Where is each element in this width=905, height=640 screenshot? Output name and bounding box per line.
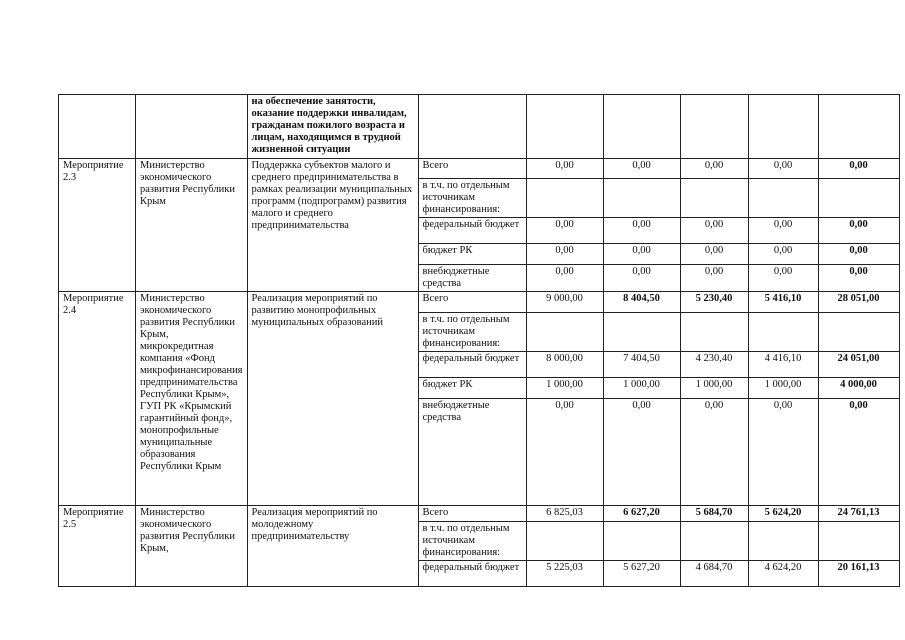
description-cell: Реализация мероприятий по молодежному предпринимательству xyxy=(247,506,418,587)
value-cell: 0,00 xyxy=(748,399,818,506)
value-cell: 0,00 xyxy=(526,399,603,506)
value-cell: 5 624,20 xyxy=(748,506,818,522)
total-cell xyxy=(818,522,899,561)
value-cell: 0,00 xyxy=(748,244,818,265)
value-cell: 1 000,00 xyxy=(748,378,818,399)
value-cell: 8 404,50 xyxy=(603,292,680,313)
value-cell: 0,00 xyxy=(526,244,603,265)
value-cell: 0,00 xyxy=(680,244,748,265)
total-cell: 20 161,13 xyxy=(818,561,899,587)
value-cell: 0,00 xyxy=(603,218,680,244)
value-cell: 0,00 xyxy=(748,265,818,292)
value-cell: 5 627,20 xyxy=(603,561,680,587)
value-cell: 0,00 xyxy=(680,159,748,179)
cell-empty xyxy=(748,95,818,159)
value-cell xyxy=(680,522,748,561)
total-cell: 0,00 xyxy=(818,265,899,292)
total-cell: 0,00 xyxy=(818,218,899,244)
value-cell xyxy=(603,179,680,218)
value-cell: 0,00 xyxy=(526,218,603,244)
value-cell: 4 624,20 xyxy=(748,561,818,587)
cell-empty xyxy=(418,95,526,159)
value-cell: 1 000,00 xyxy=(603,378,680,399)
value-cell: 0,00 xyxy=(526,265,603,292)
cell-empty xyxy=(603,95,680,159)
total-cell: 0,00 xyxy=(818,159,899,179)
value-cell: 0,00 xyxy=(680,218,748,244)
value-cell: 4 684,70 xyxy=(680,561,748,587)
value-cell xyxy=(748,522,818,561)
description-cell: на обеспечение занятости, оказание поддержки инвалидам, гражданам пожилого возраста и лицам, находящимся в трудной жизненной ситуации xyxy=(247,95,418,159)
value-cell xyxy=(680,313,748,352)
table-row xyxy=(59,292,900,313)
value-cell: 0,00 xyxy=(748,159,818,179)
executor-cell: Министерство экономического развития Республики Крым xyxy=(136,159,248,292)
value-cell xyxy=(748,179,818,218)
measure-cell: Мероприятие 2.3 xyxy=(59,159,136,292)
total-cell xyxy=(818,313,899,352)
source-cell: в т.ч. по отдельным источникам финансирования: xyxy=(418,313,526,352)
value-cell xyxy=(748,313,818,352)
source-cell: бюджет РК xyxy=(418,378,526,399)
table-row xyxy=(59,159,900,179)
value-cell: 0,00 xyxy=(603,159,680,179)
value-cell xyxy=(603,522,680,561)
source-cell: внебюджетные средства xyxy=(418,399,526,506)
value-cell: 0,00 xyxy=(603,399,680,506)
measure-cell: Мероприятие 2.4 xyxy=(59,292,136,506)
value-cell xyxy=(680,179,748,218)
source-cell: внебюджетные средства xyxy=(418,265,526,292)
value-cell: 5 230,40 xyxy=(680,292,748,313)
value-cell xyxy=(603,313,680,352)
value-cell: 7 404,50 xyxy=(603,352,680,378)
source-cell: федеральный бюджет xyxy=(418,352,526,378)
value-cell: 8 000,00 xyxy=(526,352,603,378)
source-cell: федеральный бюджет xyxy=(418,218,526,244)
value-cell: 4 230,40 xyxy=(680,352,748,378)
total-cell: 28 051,00 xyxy=(818,292,899,313)
value-cell: 0,00 xyxy=(603,244,680,265)
value-cell: 0,00 xyxy=(748,218,818,244)
source-cell: в т.ч. по отдельным источникам финансирования: xyxy=(418,179,526,218)
value-cell: 5 416,10 xyxy=(748,292,818,313)
value-cell: 0,00 xyxy=(680,399,748,506)
value-cell: 5 684,70 xyxy=(680,506,748,522)
description-cell: Поддержка субъектов малого и среднего предпринимательства в рамках реализации муниципальных программ (подпрограмм) развития малого и среднего предпринимательства xyxy=(247,159,418,292)
table-row xyxy=(59,95,900,159)
total-cell: 0,00 xyxy=(818,244,899,265)
source-cell: Всего xyxy=(418,292,526,313)
executor-cell: Министерство экономического развития Республики Крым, xyxy=(136,506,248,587)
total-cell: 4 000,00 xyxy=(818,378,899,399)
value-cell: 9 000,00 xyxy=(526,292,603,313)
source-cell: в т.ч. по отдельным источникам финансирования: xyxy=(418,522,526,561)
value-cell: 6 825,03 xyxy=(526,506,603,522)
total-cell: 0,00 xyxy=(818,399,899,506)
total-cell: 24 761,13 xyxy=(818,506,899,522)
value-cell: 1 000,00 xyxy=(680,378,748,399)
value-cell: 0,00 xyxy=(680,265,748,292)
value-cell: 1 000,00 xyxy=(526,378,603,399)
source-cell: Всего xyxy=(418,159,526,179)
funding-table xyxy=(58,94,900,587)
value-cell xyxy=(526,179,603,218)
cell-empty xyxy=(526,95,603,159)
table-row xyxy=(59,506,900,522)
executor-cell: Министерство экономического развития Республики Крым, микрокредитная компания «Фонд микрофинансирования предпринимательства Республики Крым», ГУП РК «Крымский гарантийный фонд», монопрофильные муниципальные образования Республики Крым xyxy=(136,292,248,506)
source-cell: Всего xyxy=(418,506,526,522)
description-cell: Реализация мероприятий по развитию монопрофильных муниципальных образований xyxy=(247,292,418,506)
source-cell: бюджет РК xyxy=(418,244,526,265)
value-cell: 0,00 xyxy=(526,159,603,179)
document-page xyxy=(58,94,900,587)
total-cell xyxy=(818,179,899,218)
total-cell: 24 051,00 xyxy=(818,352,899,378)
cell-empty xyxy=(59,95,136,159)
value-cell: 5 225,03 xyxy=(526,561,603,587)
cell-empty xyxy=(818,95,899,159)
measure-cell: Мероприятие 2.5 xyxy=(59,506,136,587)
value-cell: 6 627,20 xyxy=(603,506,680,522)
value-cell xyxy=(526,522,603,561)
source-cell: федеральный бюджет xyxy=(418,561,526,587)
cell-empty xyxy=(136,95,248,159)
value-cell: 0,00 xyxy=(603,265,680,292)
value-cell: 4 416,10 xyxy=(748,352,818,378)
value-cell xyxy=(526,313,603,352)
cell-empty xyxy=(680,95,748,159)
